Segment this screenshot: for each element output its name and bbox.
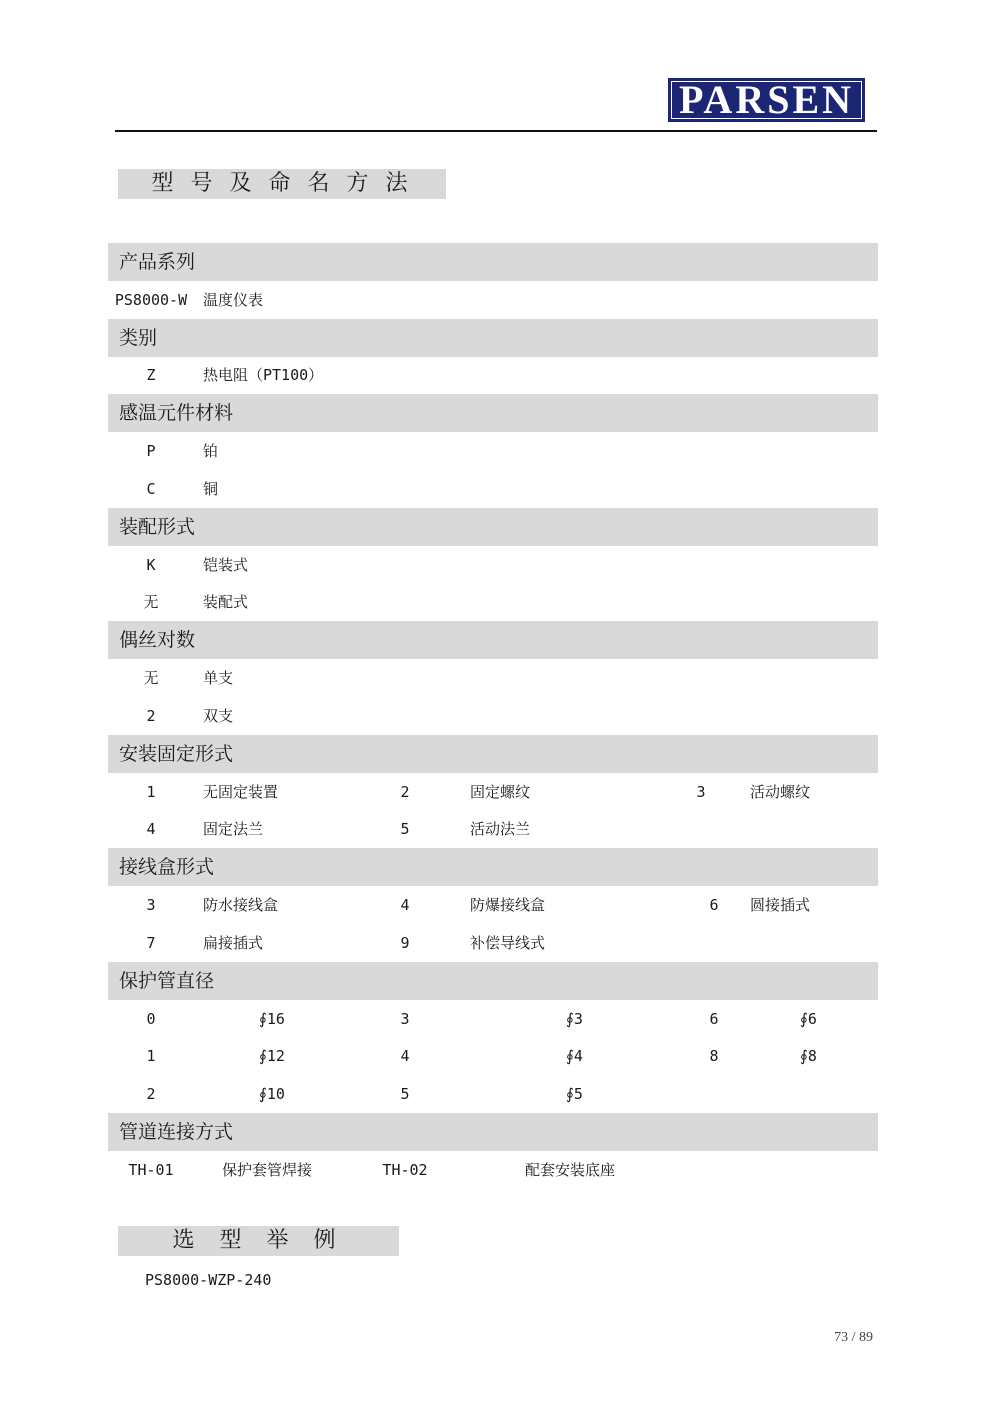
option-label: 热电阻（PT100） [203,366,324,384]
option-code: 1 [146,1047,156,1065]
option-code: 0 [146,1010,156,1028]
option-code: 无 [143,593,159,611]
category-header-label: 偶丝对数 [119,629,196,651]
option-label: ∮6 [800,1010,817,1028]
option-row [0,440,992,462]
option-label: 双支 [203,707,234,725]
option-code: 4 [146,820,156,838]
option-label: ∮16 [259,1010,285,1028]
option-label: ∮4 [566,1047,583,1065]
option-label: 防爆接线盒 [470,896,546,914]
option-label: ∮8 [800,1047,817,1065]
option-code: 2 [400,783,410,801]
option-code: 3 [146,896,156,914]
option-label: ∮12 [259,1047,285,1065]
category-header-label: 感温元件材料 [119,402,234,424]
option-code: 无 [143,669,159,687]
category-header-mounting [108,735,878,773]
option-row [0,1008,992,1030]
category-header-label: 接线盒形式 [119,856,215,878]
option-label: 单支 [203,669,234,687]
option-label: 装配式 [203,593,249,611]
logo-text: PARSEN [678,77,855,122]
option-row [0,289,992,311]
option-row [0,705,992,727]
parsen-logo [668,78,865,122]
option-code: 8 [709,1047,719,1065]
option-label: 温度仪表 [203,291,264,309]
option-label: 补偿导线式 [470,934,546,952]
option-label: ∮10 [259,1085,285,1103]
option-label: 保护套管焊接 [222,1161,313,1179]
category-header-pipe-connection [108,1113,878,1151]
category-header-label: 类别 [119,327,158,349]
option-row [0,667,992,689]
option-row [0,781,992,803]
option-row [0,1159,992,1181]
option-code: 9 [400,934,410,952]
naming-section-title: 型 号 及 命 名 方 法 [118,169,446,199]
option-label: 配套安装底座 [525,1161,616,1179]
category-header-sensor-material [108,394,878,432]
category-header-label: 安装固定形式 [119,743,234,765]
option-code: 1 [146,783,156,801]
category-header-label: 产品系列 [119,251,196,273]
option-label: 扁接插式 [203,934,264,952]
option-code: 5 [400,1085,410,1103]
option-label: 铂 [203,442,219,460]
option-code: Z [146,366,156,384]
page-number: 73 / 89 [834,1330,873,1345]
option-code: 6 [709,1010,719,1028]
category-header-label: 装配形式 [119,516,196,538]
option-row [0,478,992,500]
option-label: 无固定装置 [203,783,279,801]
option-code: P [146,442,156,460]
option-code: 4 [400,896,410,914]
option-code: 7 [146,934,156,952]
option-code: 6 [709,896,719,914]
header-rule [115,130,877,132]
category-header-tube-diameter [108,962,878,1000]
category-header-label: 管道连接方式 [119,1121,234,1143]
category-header-label: 保护管直径 [119,970,215,992]
option-label: ∮3 [566,1010,583,1028]
option-label: 固定螺纹 [470,783,531,801]
option-code: PS8000-W [114,291,188,309]
option-label: 铠装式 [203,556,249,574]
option-code: K [146,556,156,574]
option-label: 活动法兰 [470,820,531,838]
option-row [0,1083,992,1105]
option-code: 3 [696,783,706,801]
option-code: 3 [400,1010,410,1028]
option-label: 固定法兰 [203,820,264,838]
option-row [0,1045,992,1067]
option-row [0,818,992,840]
category-header-junction-box [108,848,878,886]
option-row [0,591,992,613]
option-row [0,894,992,916]
category-header-wire-pairs [108,621,878,659]
option-code: TH-02 [382,1161,428,1179]
option-code: 2 [146,707,156,725]
option-code: 2 [146,1085,156,1103]
option-code: C [146,480,156,498]
option-label: 圆接插式 [750,896,811,914]
example-model-number: PS8000-WZP-240 [145,1271,272,1289]
option-row [0,554,992,576]
option-label: 铜 [203,480,219,498]
option-label: 防水接线盒 [203,896,279,914]
option-code: TH-01 [128,1161,174,1179]
option-row [0,364,992,386]
option-label: ∮5 [566,1085,583,1103]
category-header-product-series [108,243,878,281]
category-header-assembly-form [108,508,878,546]
option-code: 5 [400,820,410,838]
category-header-type [108,319,878,357]
example-section-title: 选 型 举 例 [118,1226,399,1256]
option-code: 4 [400,1047,410,1065]
option-row [0,932,992,954]
option-label: 活动螺纹 [750,783,811,801]
